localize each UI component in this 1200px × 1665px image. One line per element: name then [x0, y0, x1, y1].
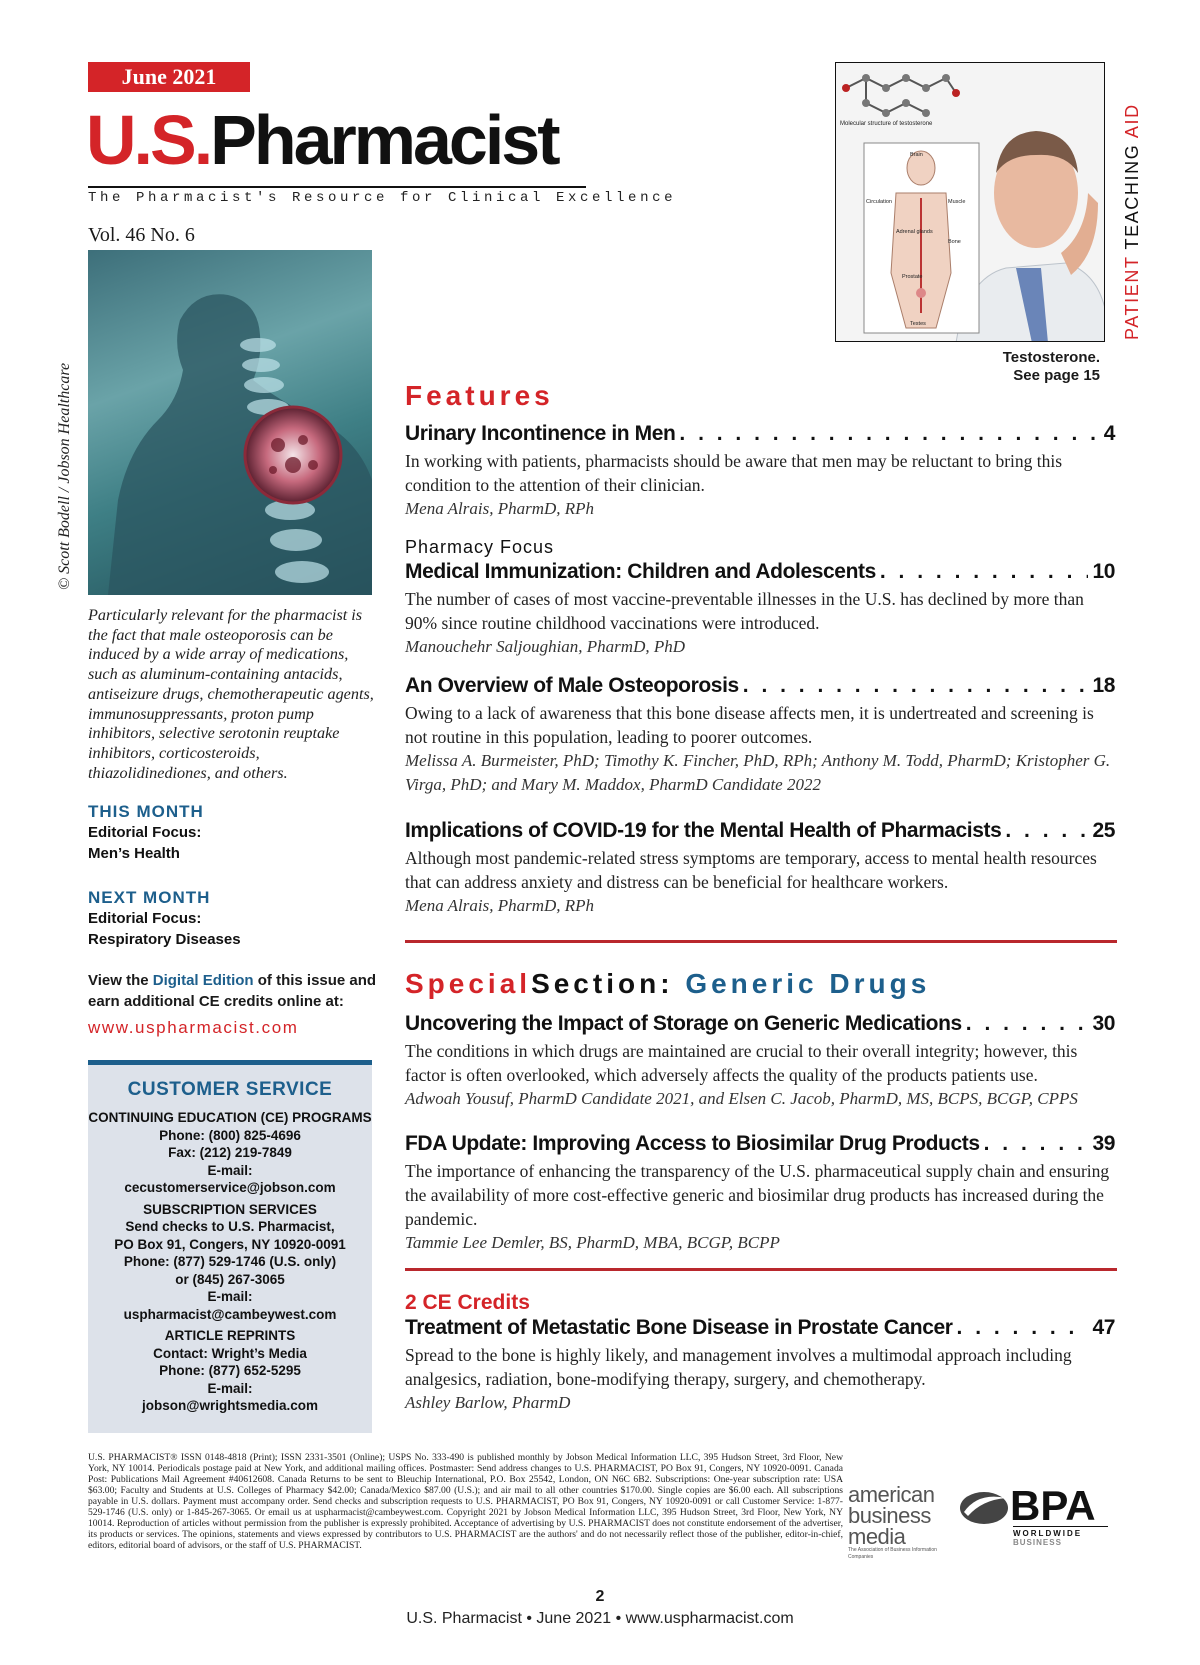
bpa-swoosh-icon [958, 1486, 1010, 1526]
article-title-row[interactable] [405, 817, 1115, 845]
figure-title: Molecular structure of testosterone [840, 121, 933, 127]
article-page: 39 [1092, 1132, 1115, 1155]
digital-edition-link[interactable]: Digital Edition [152, 972, 254, 989]
figure-label-2: Circulation [866, 199, 892, 205]
ce-email-label: E-mail: [207, 1162, 253, 1178]
article-description: The conditions in which drugs are maintained are crucial to their overall integrity; however, this factor is often overlooked, which adversely affects the quality of the products patients use. [405, 1041, 1078, 1085]
reprints-email-label: E-mail: [207, 1380, 253, 1396]
article-author: Adwoah Yousuf, PharmD Candidate 2021, and Elsen C. Jacob, PharmD, MS, BCPS, BCGP, CPPS [405, 1089, 1078, 1108]
article-page: 18 [1092, 674, 1115, 697]
this-month [88, 802, 204, 864]
leader-dots [743, 672, 1089, 700]
abm-word-3: media [848, 1524, 906, 1549]
subscription-email[interactable]: uspharmacist@cambeywest.com [123, 1306, 337, 1322]
reprints-email[interactable]: jobson@wrightsmedia.com [142, 1398, 318, 1413]
subscription-line-4: or (845) 267-3065 [175, 1271, 285, 1287]
osteoporosis-spine-icon [88, 250, 372, 595]
ce-programs-heading: CONTINUING EDUCATION (CE) PROGRAMS [88, 1110, 372, 1125]
abm-subtitle: The Association of Business Information Companies [848, 1547, 937, 1560]
testosterone-man-icon [836, 63, 1105, 342]
article-title-row[interactable] [405, 1130, 1115, 1158]
special-word-1: Special [405, 968, 532, 999]
this-month-line2: Men’s Health [88, 845, 180, 862]
bpa-logo [958, 1482, 1108, 1547]
leader-dots [984, 1130, 1089, 1158]
article-title-row[interactable] [405, 1010, 1115, 1038]
article-author: Tammie Lee Demler, BS, PharmD, MBA, BCGP, BCPP [405, 1233, 780, 1252]
abm-logo [848, 1484, 948, 1561]
article-page: 25 [1092, 819, 1115, 842]
article-title-row[interactable] [405, 672, 1115, 700]
patient-teaching-aid-label [1122, 103, 1143, 340]
article-title-row[interactable] [405, 420, 1115, 448]
figure-label-5: Bone [948, 239, 961, 245]
cover-caption: Particularly relevant for the pharmacist is the fact that male osteoporosis can be induced by a wide array of medications, such as aluminum-containing antacids, antiseizure drugs, chemotherapeutic agents, immunosuppressants, proton pump inhibitors, selective serotonin reuptake inhibitors, corticosteroids, thiazolidinediones, and others. [88, 606, 374, 782]
article-author: Ashley Barlow, PharmD [405, 1393, 571, 1412]
article-title[interactable]: Implications of COVID-19 for the Mental Health of Pharmacists [405, 819, 1002, 842]
issue-date: June 2021 [88, 62, 250, 92]
teaching-aid-caption-2: See page 15 [1013, 367, 1100, 384]
digital-prefix: View the [88, 972, 153, 989]
digital-edition-note [88, 970, 378, 1012]
next-month [88, 888, 241, 950]
teaching-aid-image [835, 62, 1105, 342]
reprints-contact: Contact: Wright’s Media [153, 1345, 307, 1361]
article-title[interactable]: Uncovering the Impact of Storage on Generic Medications [405, 1012, 962, 1035]
article-description: The number of cases of most vaccine-preventable illnesses in the U.S. has declined by more than 90% since routine childhood vaccinations were introduced. [405, 589, 1084, 633]
article-2[interactable] [405, 536, 1115, 659]
special-word-3: Generic Drugs [685, 968, 931, 999]
bpa-business: BUSINESS [1013, 1538, 1062, 1547]
article-description: Although most pandemic-related stress symptoms are temporary, access to mental health resources that can address anxiety and distress can be beneficial for healthcare workers. [405, 848, 1097, 892]
article-page: 10 [1092, 560, 1115, 583]
article-page: 30 [1092, 1012, 1115, 1035]
subscription-line-3: Phone: (877) 529-1746 (U.S. only) [123, 1254, 337, 1269]
photo-credit: © Scott Bodell / Jobson Healthcare [56, 362, 73, 590]
customer-service-box [88, 1060, 372, 1433]
section-divider [405, 940, 1117, 943]
leader-dots [1005, 817, 1088, 845]
pta-word-2: TEACHING [1122, 143, 1142, 250]
cover-illustration [88, 250, 372, 595]
website-link[interactable]: www.uspharmacist.com [88, 1018, 299, 1037]
pta-word-3: AID [1122, 103, 1142, 139]
article-title[interactable]: FDA Update: Improving Access to Biosimilar Drug Products [405, 1132, 980, 1155]
article-title-row[interactable] [405, 558, 1115, 586]
digital-suffix: of this issue and earn additional CE credits online at: [88, 972, 377, 1010]
magazine-logo [86, 100, 558, 180]
page-number: 2 [595, 1588, 605, 1605]
special-section-heading [405, 968, 930, 1000]
volume-number: Vol. 46 No. 6 [88, 224, 195, 246]
this-month-line1: Editorial Focus: [88, 824, 202, 841]
article-author: Melissa A. Burmeister, PhD; Timothy K. Fincher, PhD, RPh; Anthony M. Todd, PharmD; Kristopher G. Virga, PhD; and Mary M. Maddox, PharmD Candidate 2022 [405, 751, 1111, 794]
logo-name: Pharmacist [210, 101, 558, 179]
running-footer: U.S. Pharmacist • June 2021 • www.uspharmacist.com [406, 1610, 794, 1627]
special-word-2: Section: [531, 968, 674, 999]
leader-dots [957, 1314, 1089, 1342]
subscription-line-2: PO Box 91, Congers, NY 10920-0091 [114, 1236, 346, 1252]
article-title[interactable]: Treatment of Metastatic Bone Disease in Prostate Cancer [405, 1316, 953, 1339]
article-title[interactable]: An Overview of Male Osteoporosis [405, 674, 739, 697]
ce-credits-kicker: 2 CE Credits [405, 1291, 530, 1314]
figure-label-4: Adrenal glands [896, 229, 933, 235]
next-month-line1: Editorial Focus: [88, 910, 202, 927]
features-heading: Features [405, 380, 554, 411]
section-divider [405, 1268, 1117, 1271]
reprints-heading: ARTICLE REPRINTS [164, 1328, 296, 1343]
article-5[interactable] [405, 1010, 1115, 1111]
figure-label-3: Muscle [948, 199, 966, 205]
reprints-phone: Phone: (877) 652-5295 [159, 1363, 301, 1378]
subscription-email-label: E-mail: [207, 1289, 253, 1304]
next-month-label: NEXT MONTH [88, 888, 211, 907]
article-7[interactable] [405, 1292, 1115, 1415]
ce-phone: Phone: (800) 825-4696 [159, 1127, 301, 1143]
subscription-heading: SUBSCRIPTION SERVICES [143, 1201, 317, 1217]
pta-word-1: PATIENT [1122, 255, 1142, 340]
article-title-row[interactable] [405, 1314, 1115, 1342]
leader-dots [880, 558, 1089, 586]
article-3[interactable] [405, 672, 1115, 797]
tagline: The Pharmacist's Resource for Clinical Excellence [88, 186, 586, 206]
article-page: 4 [1103, 422, 1115, 445]
article-page: 47 [1092, 1316, 1115, 1339]
subscription-line-1: Send checks to U.S. Pharmacist, [125, 1219, 335, 1234]
ce-email[interactable]: cecustomerservice@jobson.com [124, 1180, 336, 1195]
article-1[interactable] [405, 420, 1115, 521]
article-title[interactable]: Medical Immunization: Children and Adolescents [405, 560, 876, 583]
teaching-aid-caption [920, 349, 1100, 385]
article-description: Owing to a lack of awareness that this bone disease affects men, it is undertreated and screening is not routine in this population, leading to poorer outcomes. [405, 703, 1094, 747]
article-4[interactable] [405, 817, 1115, 918]
next-month-line2: Respiratory Diseases [88, 931, 241, 948]
article-author: Mena Alrais, PharmD, RPh [405, 499, 595, 518]
figure-label-6: Prostate [902, 274, 923, 280]
article-author: Mena Alrais, PharmD, RPh [405, 896, 595, 915]
abm-word-1: american [848, 1482, 935, 1507]
article-kicker: Pharmacy Focus [405, 537, 555, 557]
bpa-worldwide: WORLDWIDE [1013, 1526, 1108, 1538]
legal-notice: U.S. PHARMACIST® ISSN 0148-4818 (Print); ISSN 2331-3501 (Online); USPS No. 333-490 is published monthly by Jobson Medical Information LLC, 395 Hudson Street, 3rd Floor, New York, NY 10014. Periodicals postage paid at New York, and additional mailing offices. Postmaster: Send address changes to U.S. PHARMACIST, PO Box 91, Congers, NY 10920-0091. Canada Post: Publications Mail Agreement #40612608. Canada Returns to be sent to Bleuchip International, P.O. Box 25542, London, ON N6C 6B2. Subscriptions: One-year subscription rate: USA $63.00; Faculty and Students at U.S. Colleges of Pharmacy $42.00; Canada/Mexico $87.00 (U.S.); and air mail to all other countries $170.00. Single copies are $6.00 each. All subscriptions payable in U.S. dollars. Payment must accompany order. Send checks and subscription requests to U.S. PHARMACIST, PO Box 91, Congers, NY 10920-0091 or call Customer Service: 1-877-529-1746 (U.S. only) or 1-845-267-3065. Or email us at uspharmacist@cambeywest.com. Copyright 2021 by Jobson Medical Information LLC, 395 Hudson Street, 3rd Floor, New York, NY 10014. Reproduction of articles without permission from the publisher is expressly prohibited. Acceptance of advertising by U.S. PHARMACIST does not constitute endorsement of the advertiser, its products or services. The opinions, statements and views expressed by contributors to U.S. PHARMACIST are the authors' and do not necessarily reflect those of the publisher, editor-in-chief, editors, editorial board of advisors, or the staff of U.S. PHARMACIST. [88, 1452, 843, 1551]
customer-service-title: CUSTOMER SERVICE [127, 1079, 333, 1100]
leader-dots [966, 1010, 1089, 1038]
abm-word-2: business [848, 1503, 931, 1528]
leader-dots [679, 420, 1099, 448]
bpa-wordmark: BPA [1010, 1482, 1096, 1529]
ce-fax: Fax: (212) 219-7849 [168, 1145, 292, 1160]
logo-us: U.S. [86, 101, 211, 179]
article-title[interactable]: Urinary Incontinence in Men [405, 422, 676, 445]
article-author: Manouchehr Saljoughian, PharmD, PhD [405, 637, 686, 656]
article-description: In working with patients, pharmacists should be aware that men may be reluctant to bring this condition to the attention of their clinician. [405, 451, 1063, 495]
figure-label-1: Brain [910, 152, 923, 158]
article-description: Spread to the bone is highly likely, and management involves a multimodal approach including analgesics, radiation, bone-modifying therapy, surgery, and chemotherapy. [405, 1345, 1072, 1389]
figure-label-7: Testes [910, 321, 926, 327]
article-description: The importance of enhancing the transparency of the U.S. pharmaceutical supply chain and ensuring the availability of more cost-effective generic and biosimilar drug products has increased during the pandemic. [405, 1161, 1110, 1229]
article-6[interactable] [405, 1130, 1115, 1255]
this-month-label: THIS MONTH [88, 802, 204, 821]
teaching-aid-caption-1: Testosterone. [1002, 349, 1100, 366]
